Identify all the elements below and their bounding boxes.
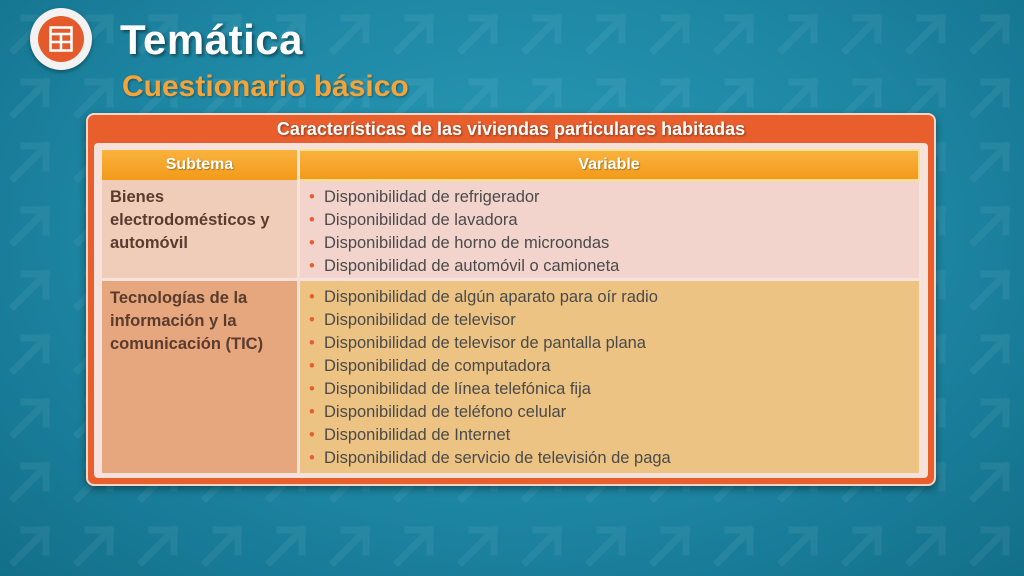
variable-label: Disponibilidad de Internet: [324, 426, 511, 444]
bullet-icon: •: [309, 334, 315, 352]
card-title: Características de las viviendas particulares habitadas: [276, 119, 746, 139]
variable-label: Disponibilidad de televisor: [324, 311, 516, 329]
table-row: [102, 180, 919, 280]
column-header-variable: Variable: [299, 150, 920, 180]
variable-list: [308, 186, 919, 278]
bullet-icon: •: [309, 257, 315, 275]
variable-label: Disponibilidad de automóvil o camioneta: [324, 257, 620, 275]
bullet-icon: •: [309, 311, 315, 329]
card-body: [94, 143, 928, 478]
variable-label: Disponibilidad de horno de microondas: [324, 234, 610, 252]
window-frame-icon: [38, 16, 84, 62]
subtema-cell: Bienes electrodomésticos y automóvil: [102, 180, 299, 280]
list-item: [308, 424, 919, 447]
list-item: [308, 355, 919, 378]
list-item: [308, 186, 919, 209]
variable-label: Disponibilidad de lavadora: [324, 211, 518, 229]
list-item: [308, 401, 919, 424]
variable-label: Disponibilidad de computadora: [324, 357, 551, 375]
bullet-icon: •: [309, 380, 315, 398]
list-item: [308, 255, 919, 278]
list-item: [308, 332, 919, 355]
topic-card: [86, 113, 936, 486]
bullet-icon: •: [309, 188, 315, 206]
bullet-icon: •: [309, 403, 315, 421]
bullet-icon: •: [309, 234, 315, 252]
table-header-row: [102, 150, 919, 180]
list-item: [308, 286, 919, 309]
list-item: [308, 309, 919, 332]
column-header-subtema: Subtema: [102, 150, 299, 180]
variable-label: Disponibilidad de teléfono celular: [324, 403, 567, 421]
bullet-icon: •: [309, 288, 315, 306]
bullet-icon: •: [309, 357, 315, 375]
variable-label: Disponibilidad de televisor de pantalla plana: [324, 334, 646, 352]
subtema-cell: Tecnologías de la información y la comunicación (TIC): [102, 280, 299, 474]
bullet-icon: •: [309, 449, 315, 467]
list-item: [308, 232, 919, 255]
bullet-icon: •: [309, 426, 315, 444]
variable-cell: [299, 280, 920, 474]
topic-table: [102, 149, 920, 473]
logo-badge: [30, 8, 92, 70]
list-item: [308, 447, 919, 470]
list-item: [308, 209, 919, 232]
page-title: Temática: [120, 16, 303, 63]
table-row: [102, 280, 919, 474]
page-subtitle: Cuestionario básico: [122, 70, 409, 103]
variable-list: [308, 286, 919, 470]
variable-cell: [299, 180, 920, 280]
variable-label: Disponibilidad de servicio de televisión de paga: [324, 449, 671, 467]
variable-label: Disponibilidad de algún aparato para oír radio: [324, 288, 658, 306]
list-item: [308, 378, 919, 401]
variable-label: Disponibilidad de refrigerador: [324, 188, 540, 206]
variable-label: Disponibilidad de línea telefónica fija: [324, 380, 591, 398]
bullet-icon: •: [309, 211, 315, 229]
